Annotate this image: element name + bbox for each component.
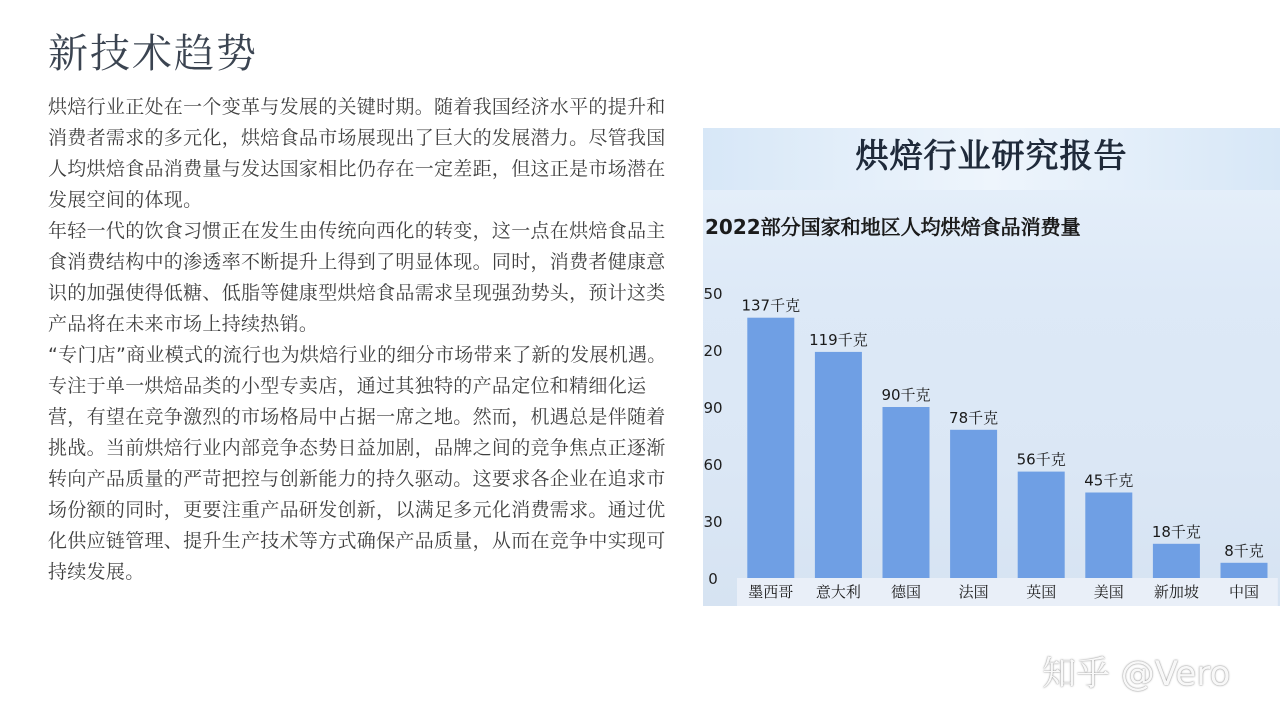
watermark: 知乎 @Vero: [1042, 654, 1231, 694]
x-tick-label: 法国: [958, 583, 989, 601]
bar: [1018, 472, 1065, 578]
data-label: 8千克: [1224, 541, 1264, 560]
bar: [1085, 493, 1132, 579]
paragraph-3: “专门店”商业模式的流行也为烘焙行业的细分市场带来了新的发展机遇。专注于单一烘焙品类的小型专卖店，通过其独特的产品定位和精细化运营，有望在竞争激烈的市场格局中占据一席之地。然而，机遇总是伴随着挑战。当前烘焙行业内部竞争态势日益加剧，品牌之间的竞争焦点正逐渐转向产品质量的严苛把控与创新能力的持久驱动。这要求各企业在追求市场份额的同时，更要注重产品研发创新，以满足多元化消费需求。通过优化供应链管理、提升生产技术等方式确保产品质量，从而在竞争中实现可持续发展。: [48, 344, 667, 583]
bar: [747, 318, 794, 578]
x-tick-label: 中国: [1228, 583, 1260, 601]
chart-title: 2022部分国家和地区人均烘焙食品消费量: [705, 215, 1081, 239]
bar: [950, 430, 997, 578]
data-label: 137千克: [741, 296, 801, 315]
x-tick-label: 新加坡: [1153, 583, 1199, 601]
y-tick-label: 90: [703, 399, 723, 417]
data-label: 18千克: [1151, 522, 1201, 541]
x-tick-label: 墨西哥: [748, 583, 794, 601]
y-tick-label: 30: [703, 513, 723, 531]
bar: [1153, 544, 1200, 578]
y-tick-label: 20: [703, 342, 723, 360]
data-label: 78千克: [949, 408, 999, 427]
bar: [1221, 563, 1268, 578]
bar: [883, 407, 930, 578]
bar: [815, 352, 862, 578]
data-label: 119千克: [809, 330, 868, 349]
x-tick-label: 美国: [1093, 583, 1124, 601]
y-tick-label: 0: [708, 570, 718, 588]
data-label: 90千克: [881, 386, 931, 404]
article-body: [48, 92, 680, 588]
x-tick-label: 英国: [1026, 583, 1057, 601]
x-tick-label: 德国: [890, 583, 922, 601]
y-tick-label: 50: [703, 285, 723, 303]
data-label: 56千克: [1016, 450, 1066, 469]
paragraph-1: 烘焙行业正处在一个变革与发展的关键时期。随着我国经济水平的提升和消费者需求的多元化，烘焙食品市场展现出了巨大的发展潜力。尽管我国人均烘焙食品消费量与发达国家相比仍存在一定差距，但这正是市场潜在发展空间的体现。: [48, 96, 666, 211]
paragraph-2: 年轻一代的饮食习惯正在发生由传统向西化的转变，这一点在烘焙食品主食消费结构中的渗透率不断提升上得到了明显体现。同时，消费者健康意识的加强使得低糖、低脂等健康型烘焙食品需求呈现强劲势头，预计这类产品将在未来市场上持续热销。: [48, 220, 666, 335]
bar-chart: [703, 128, 1280, 606]
y-tick-label: 60: [703, 456, 723, 474]
page-title: 新技术趋势: [48, 31, 258, 77]
data-label: 45千克: [1084, 471, 1134, 490]
x-tick-label: 意大利: [815, 583, 861, 601]
figure-header: 烘焙行业研究报告: [855, 136, 1128, 175]
report-figure: [703, 128, 1280, 606]
